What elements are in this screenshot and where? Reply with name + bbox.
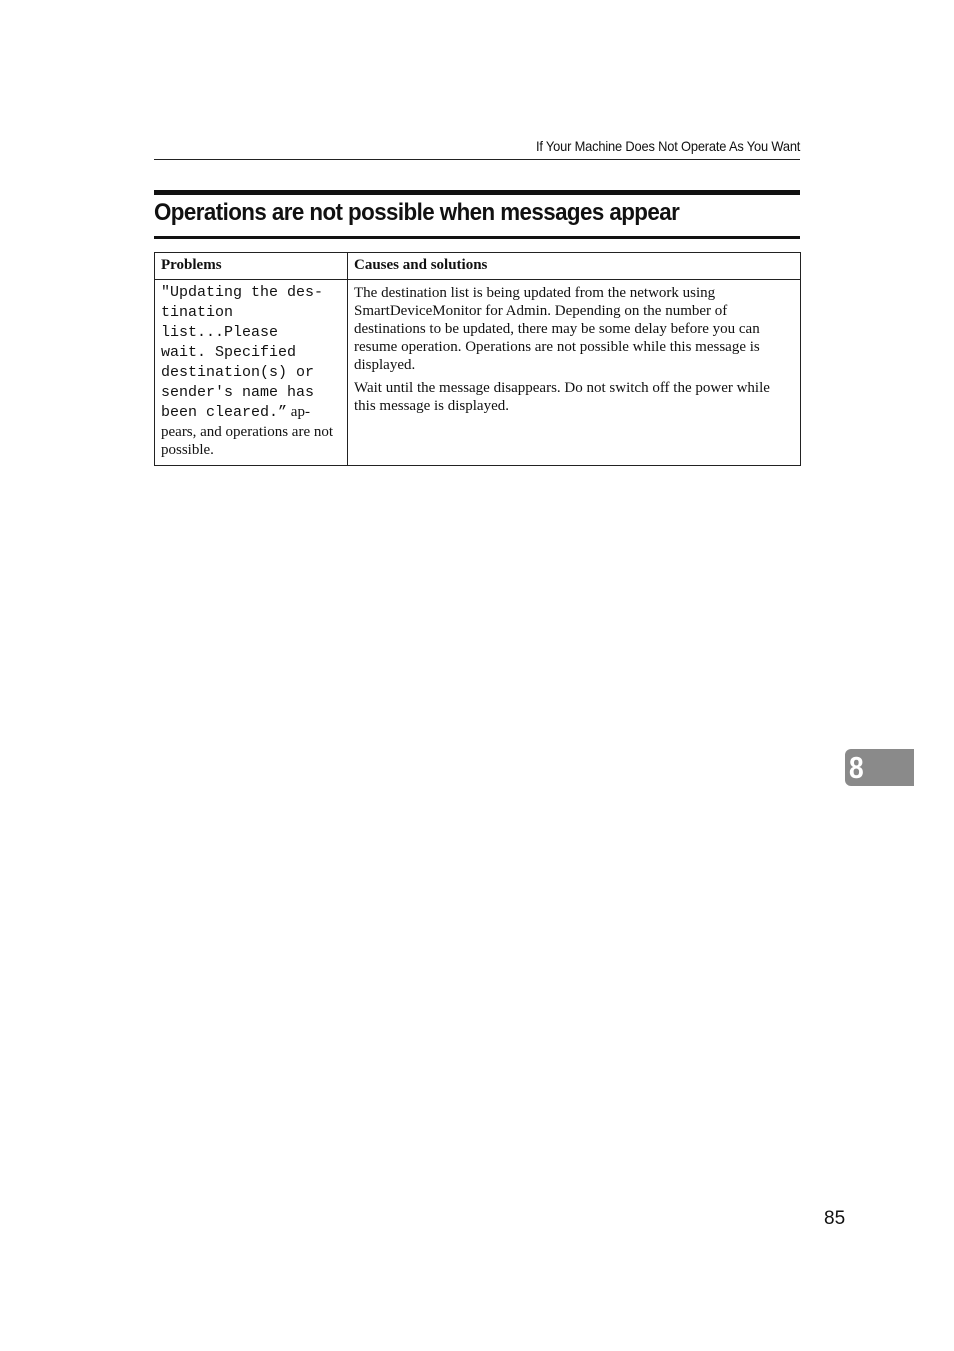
column-header-causes: Causes and solutions [348,253,801,280]
running-header [154,138,800,160]
solution-paragraph: Wait until the message disappears. Do not switch off the power while this message is displayed. [354,380,770,414]
problem-message-line: "Updating the des- [161,284,324,301]
problem-text-tail: ap- [287,404,310,420]
chapter-tab [845,749,914,786]
problem-message-line: been cleared.” [161,404,288,421]
problem-message-line: wait. Specified [161,344,297,361]
page-title: Operations are not possible when messages appear [154,199,680,226]
solution-cell [348,280,801,466]
problem-cell [155,280,348,466]
title-rule-top [154,190,800,195]
problem-message-last-line [161,403,341,423]
problems-table [154,252,801,466]
running-header-text: If Your Machine Does Not Operate As You Want [535,138,800,154]
chapter-number: 8 [849,750,864,785]
table-header-row [155,253,801,280]
problem-message-line: sender's name has [161,384,315,401]
page-number: 85 [824,1208,846,1229]
title-rule-bottom [154,236,800,239]
column-header-problems: Problems [155,253,348,280]
solution-paragraph: The destination list is being updated from the network using SmartDeviceMonitor for Admin. Depending on the number of destinations to be updated, there may be some delay before you can resume operation. Operations are not possible while this message is displayed. [354,285,760,373]
problem-message-line: tination [161,304,234,321]
problem-message-line: list...Please [161,324,279,341]
problem-message-line: destination(s) or [161,364,315,381]
problem-text-rest: pears, and operations are not possible. [161,424,334,458]
table-row [155,280,801,466]
